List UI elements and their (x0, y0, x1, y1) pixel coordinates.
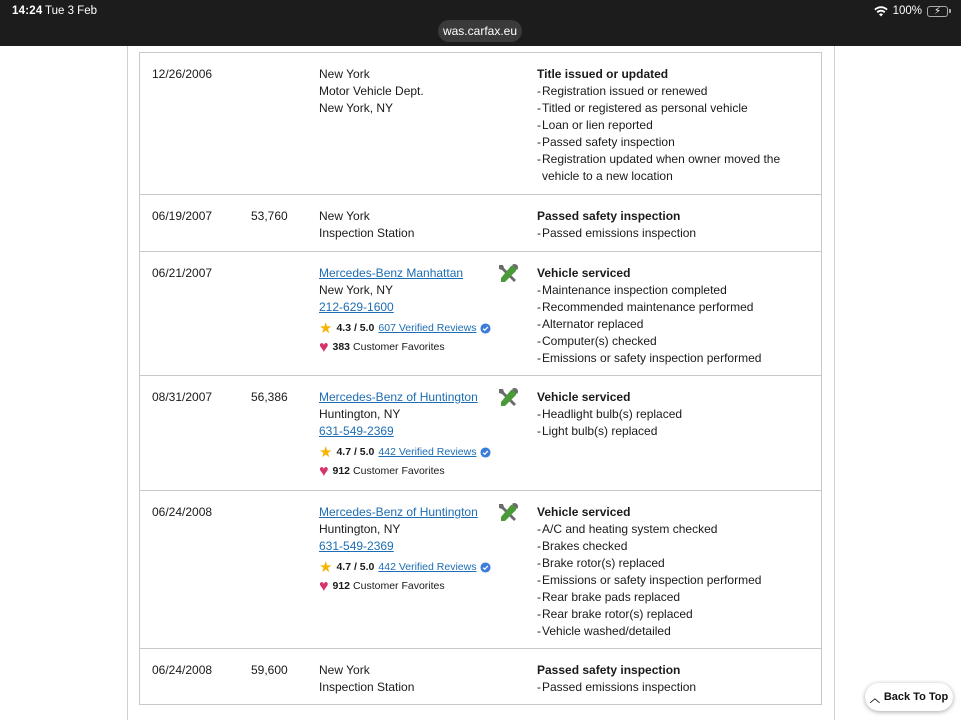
battery-percent: 100% (892, 5, 922, 17)
wifi-icon (874, 6, 888, 17)
source-line: Inspection Station (319, 226, 415, 240)
comment-item: - Titled or registered as personal vehicle (537, 100, 812, 117)
row-date: 06/19/2007 (152, 209, 213, 223)
table-row (140, 375, 821, 490)
verified-badge-icon (480, 447, 491, 458)
source-line: New York, NY (319, 101, 394, 115)
dealer-favorites (319, 463, 499, 480)
comment-item: - Brake rotor(s) replaced (537, 555, 812, 572)
dealer-favorites (319, 339, 499, 356)
source-line: Inspection Station (319, 680, 415, 694)
service-wrench-icon (497, 263, 519, 285)
row-date: 12/26/2006 (152, 67, 213, 81)
comment-item: - Maintenance inspection completed (537, 282, 812, 299)
reviews-link[interactable]: 442 Verified Reviews (378, 446, 477, 458)
row-date: 08/31/2007 (152, 390, 213, 404)
star-icon: ★ (319, 319, 333, 337)
row-source (319, 662, 499, 696)
row-source (319, 504, 499, 595)
rating-score: 4.3 / 5.0 (336, 322, 375, 334)
dealer-rating (319, 559, 499, 576)
reviews-link[interactable]: 607 Verified Reviews (378, 322, 477, 334)
service-wrench-icon (497, 502, 519, 524)
heart-icon: ♥ (319, 338, 329, 356)
row-date: 06/24/2008 (152, 663, 213, 677)
table-row (140, 648, 821, 705)
heart-icon: ♥ (319, 577, 329, 595)
battery-icon: ⚡ (927, 6, 948, 17)
status-bar (0, 0, 961, 46)
row-source (319, 208, 499, 242)
service-wrench-icon (497, 387, 519, 409)
dealer-phone-link[interactable]: 631-549-2369 (319, 539, 394, 553)
table-row (140, 52, 821, 194)
row-date: 06/21/2007 (152, 266, 213, 280)
reviews-link[interactable]: 442 Verified Reviews (378, 561, 477, 573)
back-to-top-button[interactable] (865, 683, 953, 711)
rating-score: 4.7 / 5.0 (336, 446, 375, 458)
back-to-top-label: Back To Top (883, 691, 949, 703)
comment-head: Vehicle serviced (537, 390, 631, 404)
row-comments (537, 66, 812, 185)
status-right (874, 5, 951, 17)
chevron-up-icon: ︿ (869, 693, 880, 705)
dealer-city: Huntington, NY (319, 522, 401, 536)
favorites-count: 383 (332, 341, 351, 353)
row-comments (537, 389, 812, 440)
table-row (140, 490, 821, 648)
row-source (319, 265, 499, 356)
comment-item: - Emissions or safety inspection performed (537, 572, 812, 589)
comment-item: - Computer(s) checked (537, 333, 812, 350)
row-date: 06/24/2008 (152, 505, 213, 519)
favorites-label: Customer Favorites (353, 465, 445, 477)
comment-item: - Vehicle washed/detailed (537, 623, 812, 640)
comment-item: - Brakes checked (537, 538, 812, 555)
rating-score: 4.7 / 5.0 (336, 561, 375, 573)
dealer-rating (319, 320, 499, 337)
comment-item: - Recommended maintenance performed (537, 299, 812, 316)
comment-item: - Passed emissions inspection (537, 679, 812, 696)
comment-item: - Alternator replaced (537, 316, 812, 333)
heart-icon: ♥ (319, 462, 329, 480)
row-comments (537, 265, 812, 367)
verified-badge-icon (480, 562, 491, 573)
source-line: New York (319, 67, 370, 81)
source-line: New York (319, 209, 370, 223)
table-row (140, 251, 821, 375)
row-comments (537, 504, 812, 640)
favorites-label: Customer Favorites (353, 341, 445, 353)
comment-head: Title issued or updated (537, 67, 669, 81)
row-odometer: 59,600 (251, 663, 288, 677)
comment-head: Vehicle serviced (537, 505, 631, 519)
dealer-link[interactable]: Mercedes-Benz Manhattan (319, 266, 464, 280)
row-odometer: 56,386 (251, 390, 288, 404)
battery-tip (949, 9, 951, 13)
status-date: Tue 3 Feb (45, 5, 97, 17)
comment-item: - Headlight bulb(s) replaced (537, 406, 812, 423)
verified-badge-icon (480, 323, 491, 334)
comment-item: - Passed emissions inspection (537, 225, 812, 242)
comment-item: - Registration updated when owner moved the vehicle to a new location (537, 151, 812, 185)
comment-head: Passed safety inspection (537, 663, 681, 677)
star-icon: ★ (319, 558, 333, 576)
favorites-label: Customer Favorites (353, 580, 445, 592)
frame-right-border (834, 46, 835, 720)
row-source (319, 389, 499, 480)
favorites-count: 912 (332, 580, 351, 592)
dealer-link[interactable]: Mercedes-Benz of Huntington (319, 505, 478, 519)
comment-item: - Rear brake pads replaced (537, 589, 812, 606)
dealer-favorites (319, 578, 499, 595)
row-odometer: 53,760 (251, 209, 288, 223)
comment-item: - Rear brake rotor(s) replaced (537, 606, 812, 623)
frame-left-border (127, 46, 128, 720)
row-comments (537, 662, 812, 696)
status-time: 14:24 (12, 5, 43, 17)
comment-item: - Loan or lien reported (537, 117, 812, 134)
dealer-rating (319, 444, 499, 461)
dealer-phone-link[interactable]: 212-629-1600 (319, 300, 394, 314)
comment-head: Passed safety inspection (537, 209, 681, 223)
dealer-link[interactable]: Mercedes-Benz of Huntington (319, 390, 478, 404)
row-source (319, 66, 499, 117)
dealer-city: Huntington, NY (319, 407, 401, 421)
comment-item: - Emissions or safety inspection performed (537, 350, 812, 367)
url-bar[interactable]: was.carfax.eu (438, 20, 522, 42)
star-icon: ★ (319, 443, 333, 461)
favorites-count: 912 (332, 465, 351, 477)
row-comments (537, 208, 812, 242)
source-line: Motor Vehicle Dept. (319, 84, 424, 98)
dealer-city: New York, NY (319, 283, 394, 297)
comment-item: - Registration issued or renewed (537, 83, 812, 100)
comment-head: Vehicle serviced (537, 266, 631, 280)
dealer-phone-link[interactable]: 631-549-2369 (319, 424, 394, 438)
comment-item: - Passed safety inspection (537, 134, 812, 151)
comment-item: - A/C and heating system checked (537, 521, 812, 538)
comment-item: - Light bulb(s) replaced (537, 423, 812, 440)
source-line: New York (319, 663, 370, 677)
history-table (139, 52, 822, 705)
table-row (140, 194, 821, 251)
